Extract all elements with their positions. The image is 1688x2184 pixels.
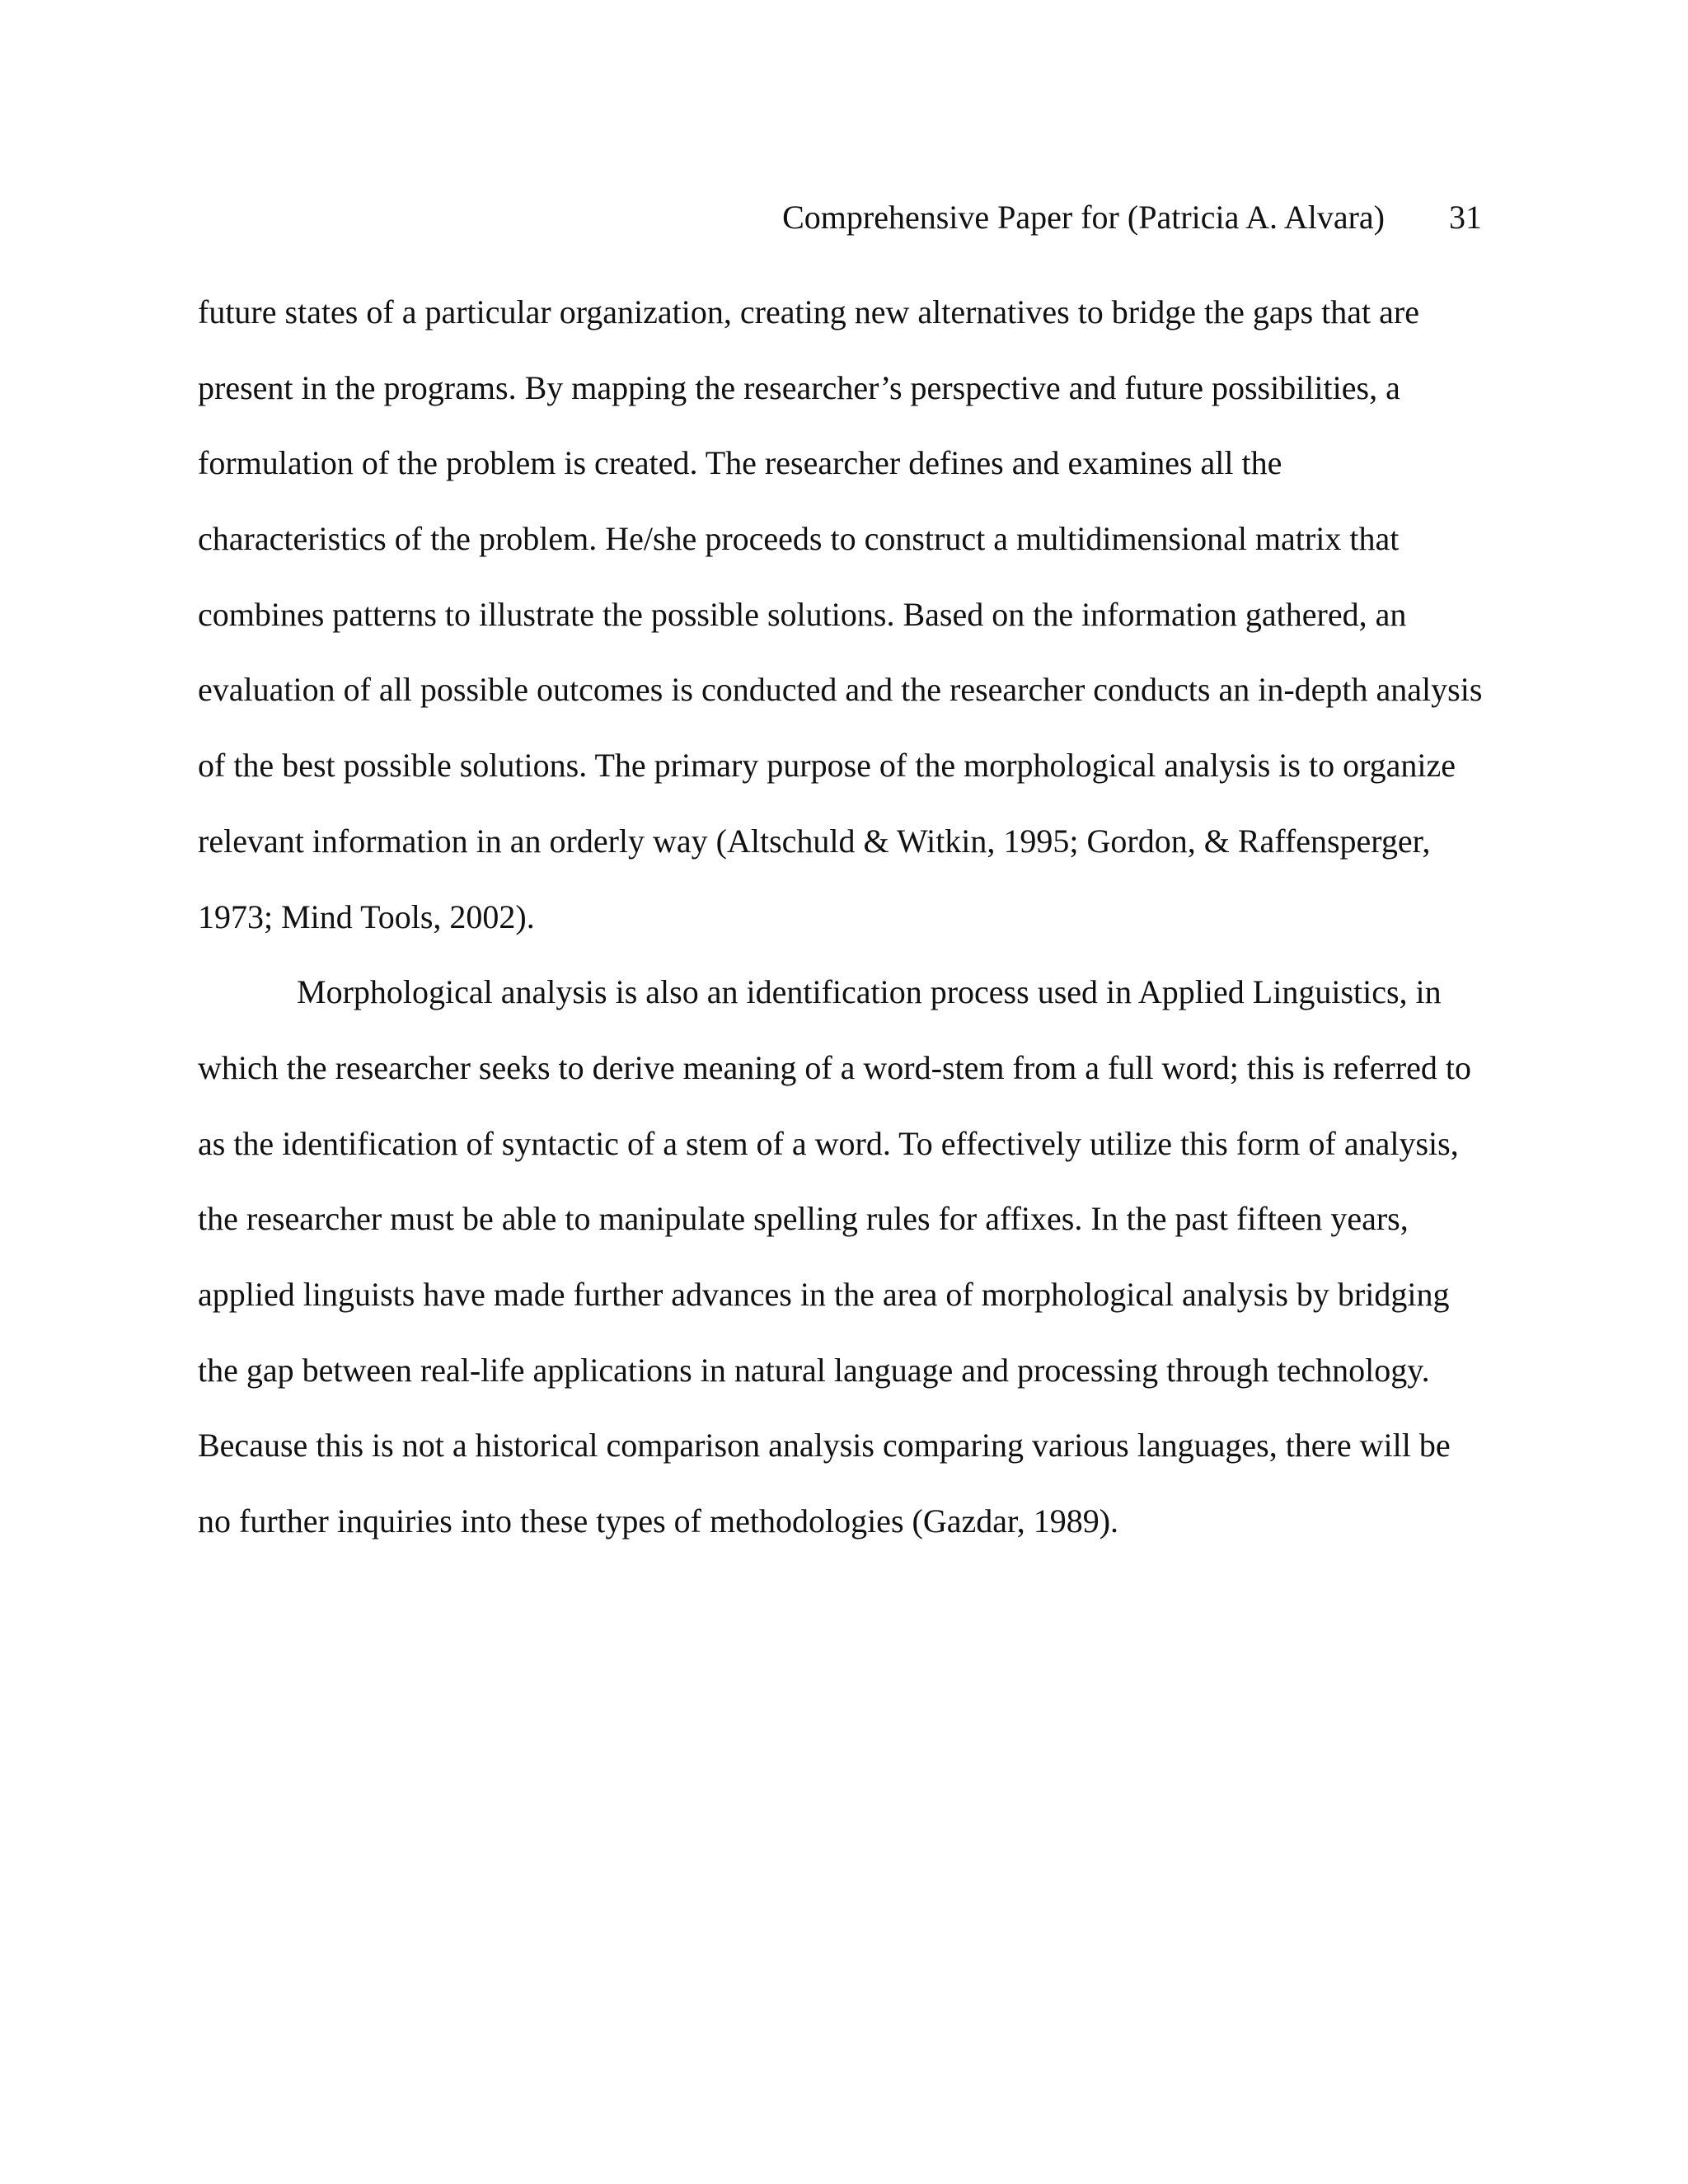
text-line: applied linguists have made further advances in the area of morphological analysis by bridging (198, 1275, 1450, 1313)
text-line: combines patterns to illustrate the possible solutions. Based on the information gathered, an (198, 595, 1407, 633)
text-line: 1973; Mind Tools, 2002). (198, 898, 535, 935)
text-line: of the best possible solutions. The primary purpose of the morphological analysis is to organize (198, 747, 1456, 785)
text-line: present in the programs. By mapping the researcher’s perspective and future possibilities, a (198, 368, 1400, 406)
text-line: formulation of the problem is created. The researcher defines and examines all the (198, 444, 1282, 482)
text-line: evaluation of all possible outcomes is conducted and the researcher conducts an in-depth analysis (198, 671, 1483, 709)
text-line: as the identification of syntactic of a stem of a word. To effectively utilize this form of analysis, (198, 1124, 1459, 1162)
body-text (198, 291, 1482, 1576)
running-head (198, 196, 1482, 239)
text-line: the gap between real-life applications in natural language and processing through technology. (198, 1351, 1430, 1389)
text-line: no further inquiries into these types of methodologies (Gazdar, 1989). (198, 1502, 1119, 1540)
paragraph-first-line: Morphological analysis is also an identification process used in Applied Linguistics, in (297, 973, 1442, 1011)
text-line: characteristics of the problem. He/she proceeds to construct a multidimensional matrix that (198, 520, 1400, 558)
text-line: which the researcher seeks to derive meaning of a word-stem from a full word; this is referred to (198, 1048, 1471, 1086)
text-line: future states of a particular organization, creating new alternatives to bridge the gaps that are (198, 293, 1419, 330)
running-head-title: Comprehensive Paper for (Patricia A. Alvara) (782, 199, 1385, 236)
text-line: the researcher must be able to manipulate spelling rules for affixes. In the past fifteen years, (198, 1200, 1409, 1238)
text-line: relevant information in an orderly way (Altschuld & Witkin, 1995; Gordon, & Raffensperger, (198, 822, 1431, 860)
page-number: 31 (1449, 199, 1482, 236)
text-line: Because this is not a historical comparison analysis comparing various languages, there will be (198, 1427, 1451, 1465)
